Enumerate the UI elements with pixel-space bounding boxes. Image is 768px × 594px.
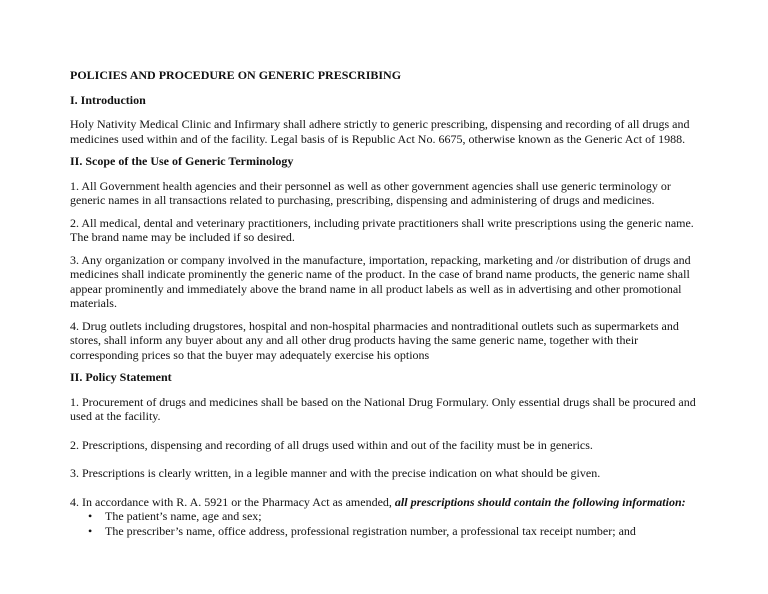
list-item — [88, 523, 700, 539]
section-heading-policy-statement: II. Policy Statement — [70, 370, 172, 384]
scope-item-4: 4. Drug outlets including drugstores, hospital and non-hospital pharmacies and nontraditional outlets such as supermarkets and stores, shall inform any buyer about any and all other drug products having the same generic name, together with their corresponding prices so that the buyer may adequately exercise his options — [70, 318, 679, 362]
policy-item-4 — [70, 495, 700, 510]
policy-item-2: 2. Prescriptions, dispensing and recording of all drugs used within and out of the facility must be in generics. — [70, 437, 593, 452]
policy-item-1: 1. Procurement of drugs and medicines shall be based on the National Drug Formulary. Only essential drugs shall be procured and used at the facility. — [70, 394, 696, 423]
introduction-paragraph: Holy Nativity Medical Clinic and Infirmary shall adhere strictly to generic prescribing, dispensing and recording of all drugs and medicines used within and of the facility. Legal basis of is Republic Act No. 6675, otherwise known as the Generic Act of 1988. — [70, 117, 690, 146]
scope-item-2: 2. All medical, dental and veterinary practitioners, including private practitioners shall write prescriptions using the generic name. The brand name may be included if so desired. — [70, 215, 694, 244]
policy-item-3: 3. Prescriptions is clearly written, in a legible manner and with the precise indication on what should be given. — [70, 466, 601, 480]
policy-item-4-emphasis: all prescriptions should contain the following information: — [394, 494, 686, 509]
scope-item-3: 3. Any organization or company involved in the manufacture, importation, repacking, marketing and /or distribution of drugs and medicines shall indicate prominently the generic name of the product. In the case of brand name products, the generic name shall appear prominently and immediately above the brand name in all product labels as well as in advertising and other promotional materials. — [70, 252, 691, 310]
list-item — [88, 509, 700, 524]
section-heading-scope: II. Scope of the Use of Generic Terminology — [70, 154, 294, 168]
scope-item-1: 1. All Government health agencies and their personnel as well as other government agencies shall use generic terminology or generic names in all transactions related to purchasing, prescribing, dispensing and administering of drugs and medicines. — [70, 178, 671, 207]
bullet-icon: • — [88, 523, 93, 538]
policy-item-4-text: 4. In accordance with R. A. 5921 or the Pharmacy Act as amended, — [70, 494, 395, 509]
list-item-text: The prescriber’s name, office address, professional registration number, a professional tax receipt number; and — [105, 523, 636, 538]
document-title: POLICIES AND PROCEDURE ON GENERIC PRESCRIBING — [70, 68, 402, 82]
prescription-info-list — [70, 509, 700, 538]
section-heading-introduction: I. Introduction — [70, 92, 146, 107]
bullet-icon: • — [88, 509, 93, 523]
document-page — [70, 68, 700, 538]
list-item-text: The patient’s name, age and sex; — [105, 509, 262, 523]
